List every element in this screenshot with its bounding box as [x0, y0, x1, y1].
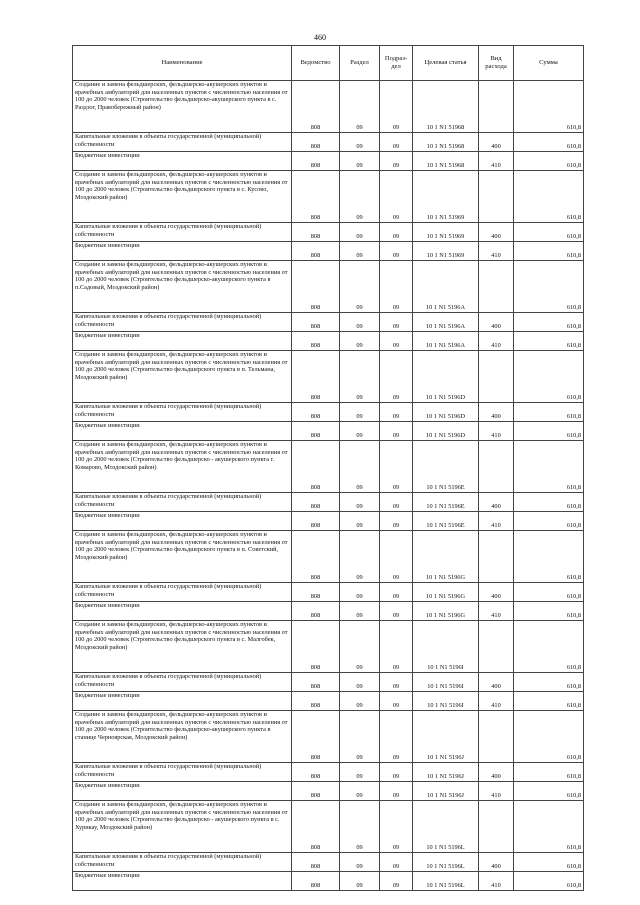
cell-vedomstvo: 808 [292, 332, 340, 351]
cell-podrazdel: 09 [380, 441, 413, 493]
table-row [73, 872, 584, 891]
cell-podrazdel: 09 [380, 512, 413, 531]
cell-target: 10 1 N1 5196J [413, 782, 479, 801]
cell-vedomstvo: 808 [292, 441, 340, 493]
cell-target: 10 1 N1 51968 [413, 81, 479, 133]
cell-vid: 410 [479, 782, 514, 801]
cell-podrazdel: 09 [380, 171, 413, 223]
cell-target: 10 1 N1 5196L [413, 853, 479, 872]
cell-razdel: 09 [340, 223, 380, 242]
cell-summa: 610,8 [514, 512, 584, 531]
cell-razdel: 09 [340, 801, 380, 853]
cell-name: Создание и замена фельдшерских, фельдшерско-акушерских пунктов и врачебных амбулаторий для населенных пунктов с численностью населения от 100 до 2000 человек (Строительство фельдшерского пункта в п. Советский, Моздокский район) [73, 531, 292, 583]
cell-name: Создание и замена фельдшерских, фельдшерско-акушерских пунктов и врачебных амбулаторий для населенных пунктов с численностью населения от 100 до 2000 человек (Строительство фельдшерско-акушерского пункта в станице Черноярская, Моздокский район) [73, 711, 292, 763]
cell-target: 10 1 N1 5196I [413, 621, 479, 673]
cell-name: Создание и замена фельдшерских, фельдшерско-акушерских пунктов и врачебных амбулаторий для населенных пунктов с численностью населения от 100 до 2000 человек (Строительство фельдшерско-акушерского пункта в п.Садовый, Моздокский район) [73, 261, 292, 313]
cell-name: Капитальные вложения в объекты государственной (муниципальной) собственности [73, 133, 292, 152]
column-header-vedomstvo: Ведомство [292, 46, 340, 81]
cell-vedomstvo: 808 [292, 351, 340, 403]
cell-vedomstvo: 808 [292, 782, 340, 801]
cell-vid: 400 [479, 673, 514, 692]
cell-name: Капитальные вложения в объекты государственной (муниципальной) собственности [73, 673, 292, 692]
cell-vid: 400 [479, 223, 514, 242]
cell-target: 10 1 N1 5196A [413, 332, 479, 351]
cell-podrazdel: 09 [380, 152, 413, 171]
cell-razdel: 09 [340, 853, 380, 872]
cell-vid: 410 [479, 152, 514, 171]
cell-target: 10 1 N1 5196E [413, 441, 479, 493]
cell-name: Бюджетные инвестиции [73, 242, 292, 261]
table-row [73, 351, 584, 403]
cell-podrazdel: 09 [380, 853, 413, 872]
cell-podrazdel: 09 [380, 493, 413, 512]
cell-razdel: 09 [340, 493, 380, 512]
cell-name: Создание и замена фельдшерских, фельдшерско-акушерских пунктов и врачебных амбулаторий для населенных пунктов с численностью населения от 100 до 2000 человек (Строительство фельдшерско-акушерского пункта в с. Раздзог, Правобережный район) [73, 81, 292, 133]
cell-vedomstvo: 808 [292, 313, 340, 332]
cell-name: Создание и замена фельдшерских, фельдшерско-акушерских пунктов и врачебных амбулаторий для населенных пунктов с численностью населения от 100 до 2000 человек (Строительство фельдшерского пункта в с. Малгобек, Моздокский район) [73, 621, 292, 673]
cell-podrazdel: 09 [380, 332, 413, 351]
cell-razdel: 09 [340, 872, 380, 891]
cell-summa: 610,8 [514, 313, 584, 332]
cell-podrazdel: 09 [380, 531, 413, 583]
cell-name: Капитальные вложения в объекты государственной (муниципальной) собственности [73, 403, 292, 422]
column-header-podrazdel: Подраз-дел [380, 46, 413, 81]
cell-podrazdel: 09 [380, 673, 413, 692]
table-row [73, 81, 584, 133]
column-header-summa: Сумма [514, 46, 584, 81]
table-header-row [73, 46, 584, 81]
cell-summa: 610,8 [514, 441, 584, 493]
cell-name: Капитальные вложения в объекты государственной (муниципальной) собственности [73, 313, 292, 332]
cell-target: 10 1 N1 5196A [413, 261, 479, 313]
cell-summa: 610,8 [514, 853, 584, 872]
cell-summa: 610,8 [514, 422, 584, 441]
cell-razdel: 09 [340, 261, 380, 313]
cell-podrazdel: 09 [380, 351, 413, 403]
cell-razdel: 09 [340, 621, 380, 673]
cell-summa: 610,8 [514, 872, 584, 891]
table-row [73, 782, 584, 801]
cell-name: Создание и замена фельдшерских, фельдшерско-акушерских пунктов и врачебных амбулаторий для населенных пунктов с численностью населения от 100 до 2000 человек (Строительство фельдшерского пункта в с. Кусово, Моздокский район) [73, 171, 292, 223]
cell-razdel: 09 [340, 763, 380, 782]
cell-summa: 610,8 [514, 152, 584, 171]
cell-vedomstvo: 808 [292, 171, 340, 223]
table-row [73, 512, 584, 531]
cell-vedomstvo: 808 [292, 152, 340, 171]
cell-target: 10 1 N1 51969 [413, 223, 479, 242]
cell-target: 10 1 N1 51969 [413, 171, 479, 223]
cell-podrazdel: 09 [380, 692, 413, 711]
cell-vid: 410 [479, 602, 514, 621]
cell-target: 10 1 N1 5196G [413, 602, 479, 621]
cell-name: Капитальные вложения в объекты государственной (муниципальной) собственности [73, 223, 292, 242]
cell-vid [479, 351, 514, 403]
cell-summa: 610,8 [514, 763, 584, 782]
cell-target: 10 1 N1 51968 [413, 133, 479, 152]
cell-podrazdel: 09 [380, 711, 413, 763]
cell-summa: 610,8 [514, 81, 584, 133]
cell-podrazdel: 09 [380, 583, 413, 602]
cell-vid [479, 711, 514, 763]
cell-vedomstvo: 808 [292, 403, 340, 422]
table-row [73, 673, 584, 692]
cell-target: 10 1 N1 5196I [413, 673, 479, 692]
cell-vedomstvo: 808 [292, 81, 340, 133]
cell-summa: 610,8 [514, 801, 584, 853]
cell-podrazdel: 09 [380, 223, 413, 242]
cell-target: 10 1 N1 5196A [413, 313, 479, 332]
cell-summa: 610,8 [514, 133, 584, 152]
table-row [73, 531, 584, 583]
table-row [73, 801, 584, 853]
cell-target: 10 1 N1 5196D [413, 351, 479, 403]
cell-vedomstvo: 808 [292, 531, 340, 583]
cell-summa: 610,8 [514, 531, 584, 583]
cell-razdel: 09 [340, 782, 380, 801]
table-row [73, 261, 584, 313]
cell-vedomstvo: 808 [292, 493, 340, 512]
cell-vid: 410 [479, 692, 514, 711]
cell-vedomstvo: 808 [292, 673, 340, 692]
cell-target: 10 1 N1 5196L [413, 801, 479, 853]
cell-vedomstvo: 808 [292, 853, 340, 872]
cell-razdel: 09 [340, 313, 380, 332]
cell-name: Бюджетные инвестиции [73, 692, 292, 711]
cell-vedomstvo: 808 [292, 223, 340, 242]
cell-summa: 610,8 [514, 261, 584, 313]
cell-podrazdel: 09 [380, 801, 413, 853]
cell-target: 10 1 N1 51969 [413, 242, 479, 261]
table-row [73, 711, 584, 763]
cell-name: Капитальные вложения в объекты государственной (муниципальной) собственности [73, 853, 292, 872]
cell-target: 10 1 N1 5196D [413, 422, 479, 441]
cell-summa: 610,8 [514, 171, 584, 223]
cell-vedomstvo: 808 [292, 763, 340, 782]
cell-razdel: 09 [340, 531, 380, 583]
cell-summa: 610,8 [514, 782, 584, 801]
cell-summa: 610,8 [514, 223, 584, 242]
column-header-vid: Вид расхода [479, 46, 514, 81]
cell-razdel: 09 [340, 673, 380, 692]
cell-podrazdel: 09 [380, 133, 413, 152]
cell-name: Бюджетные инвестиции [73, 422, 292, 441]
cell-razdel: 09 [340, 133, 380, 152]
cell-name: Бюджетные инвестиции [73, 782, 292, 801]
cell-name: Создание и замена фельдшерских, фельдшерско-акушерских пунктов и врачебных амбулаторий для населенных пунктов с численностью населения от 100 до 2000 человек (Строительство фельдшерско - акушерского пункта г. Комарово, Моздокский район) [73, 441, 292, 493]
cell-razdel: 09 [340, 602, 380, 621]
cell-razdel: 09 [340, 171, 380, 223]
column-header-target: Целевая статья [413, 46, 479, 81]
cell-podrazdel: 09 [380, 763, 413, 782]
cell-razdel: 09 [340, 692, 380, 711]
cell-razdel: 09 [340, 403, 380, 422]
cell-razdel: 09 [340, 81, 380, 133]
table-row [73, 853, 584, 872]
cell-vid [479, 81, 514, 133]
cell-vid: 410 [479, 422, 514, 441]
cell-name: Капитальные вложения в объекты государственной (муниципальной) собственности [73, 763, 292, 782]
cell-razdel: 09 [340, 152, 380, 171]
table-row [73, 583, 584, 602]
cell-podrazdel: 09 [380, 261, 413, 313]
table-row [73, 223, 584, 242]
cell-summa: 610,8 [514, 351, 584, 403]
table-row [73, 152, 584, 171]
cell-vedomstvo: 808 [292, 242, 340, 261]
cell-summa: 610,8 [514, 692, 584, 711]
cell-summa: 610,8 [514, 242, 584, 261]
cell-razdel: 09 [340, 512, 380, 531]
column-header-razdel: Раздел [340, 46, 380, 81]
cell-target: 10 1 N1 5196E [413, 512, 479, 531]
cell-razdel: 09 [340, 583, 380, 602]
cell-summa: 610,8 [514, 403, 584, 422]
cell-podrazdel: 09 [380, 602, 413, 621]
cell-target: 10 1 N1 5196G [413, 583, 479, 602]
cell-target: 10 1 N1 5196J [413, 711, 479, 763]
table-row [73, 242, 584, 261]
page-number: 460 [314, 33, 326, 42]
table-row [73, 332, 584, 351]
cell-vid: 400 [479, 763, 514, 782]
cell-target: 10 1 N1 51968 [413, 152, 479, 171]
table-row [73, 692, 584, 711]
cell-name: Капитальные вложения в объекты государственной (муниципальной) собственности [73, 583, 292, 602]
cell-podrazdel: 09 [380, 81, 413, 133]
cell-podrazdel: 09 [380, 403, 413, 422]
cell-summa: 610,8 [514, 621, 584, 673]
cell-podrazdel: 09 [380, 621, 413, 673]
cell-target: 10 1 N1 5196I [413, 692, 479, 711]
cell-summa: 610,8 [514, 493, 584, 512]
cell-vedomstvo: 808 [292, 711, 340, 763]
cell-vedomstvo: 808 [292, 133, 340, 152]
cell-target: 10 1 N1 5196G [413, 531, 479, 583]
cell-target: 10 1 N1 5196D [413, 403, 479, 422]
cell-razdel: 09 [340, 351, 380, 403]
cell-vid: 400 [479, 313, 514, 332]
cell-vid: 410 [479, 512, 514, 531]
cell-vid: 400 [479, 133, 514, 152]
table-row [73, 403, 584, 422]
cell-target: 10 1 N1 5196L [413, 872, 479, 891]
budget-table [72, 45, 584, 891]
cell-name: Бюджетные инвестиции [73, 332, 292, 351]
cell-summa: 610,8 [514, 711, 584, 763]
cell-vedomstvo: 808 [292, 692, 340, 711]
table-row [73, 602, 584, 621]
cell-name: Капитальные вложения в объекты государственной (муниципальной) собственности [73, 493, 292, 512]
cell-name: Создание и замена фельдшерских, фельдшерско-акушерских пунктов и врачебных амбулаторий для населенных пунктов с численностью населения от 100 до 2000 человек (Строительство фельдшерско - акушерского пункта в с. Хурикау, Моздокский район) [73, 801, 292, 853]
cell-razdel: 09 [340, 332, 380, 351]
cell-name: Создание и замена фельдшерских, фельдшерско-акушерских пунктов и врачебных амбулаторий для населенных пунктов с численностью населения от 100 до 2000 человек (Строительство фельдшерского пункта в п. Тельмана, Моздокский район) [73, 351, 292, 403]
cell-podrazdel: 09 [380, 422, 413, 441]
cell-vid [479, 531, 514, 583]
cell-name: Бюджетные инвестиции [73, 602, 292, 621]
table-row [73, 422, 584, 441]
cell-vid [479, 441, 514, 493]
cell-vid [479, 261, 514, 313]
cell-vedomstvo: 808 [292, 261, 340, 313]
cell-vedomstvo: 808 [292, 422, 340, 441]
cell-podrazdel: 09 [380, 782, 413, 801]
cell-vid: 400 [479, 583, 514, 602]
table-row [73, 313, 584, 332]
cell-target: 10 1 N1 5196J [413, 763, 479, 782]
cell-summa: 610,8 [514, 583, 584, 602]
table-row [73, 441, 584, 493]
cell-vid: 410 [479, 242, 514, 261]
cell-vedomstvo: 808 [292, 583, 340, 602]
cell-vedomstvo: 808 [292, 602, 340, 621]
cell-podrazdel: 09 [380, 872, 413, 891]
cell-summa: 610,8 [514, 602, 584, 621]
cell-vid [479, 171, 514, 223]
cell-vid [479, 801, 514, 853]
cell-summa: 610,8 [514, 673, 584, 692]
cell-vedomstvo: 808 [292, 512, 340, 531]
cell-name: Бюджетные инвестиции [73, 512, 292, 531]
table-row [73, 133, 584, 152]
cell-vedomstvo: 808 [292, 801, 340, 853]
cell-target: 10 1 N1 5196E [413, 493, 479, 512]
cell-vid: 410 [479, 872, 514, 891]
cell-name: Бюджетные инвестиции [73, 152, 292, 171]
table-row [73, 763, 584, 782]
table-row [73, 621, 584, 673]
cell-vid: 400 [479, 493, 514, 512]
cell-summa: 610,8 [514, 332, 584, 351]
cell-vedomstvo: 808 [292, 872, 340, 891]
cell-razdel: 09 [340, 242, 380, 261]
cell-vid [479, 621, 514, 673]
table-row [73, 171, 584, 223]
cell-name: Бюджетные инвестиции [73, 872, 292, 891]
cell-vid: 410 [479, 332, 514, 351]
cell-podrazdel: 09 [380, 313, 413, 332]
cell-vedomstvo: 808 [292, 621, 340, 673]
cell-vid: 400 [479, 853, 514, 872]
cell-razdel: 09 [340, 711, 380, 763]
cell-vid: 400 [479, 403, 514, 422]
cell-razdel: 09 [340, 422, 380, 441]
table-row [73, 493, 584, 512]
cell-podrazdel: 09 [380, 242, 413, 261]
cell-razdel: 09 [340, 441, 380, 493]
column-header-name: Наименование [73, 46, 292, 81]
